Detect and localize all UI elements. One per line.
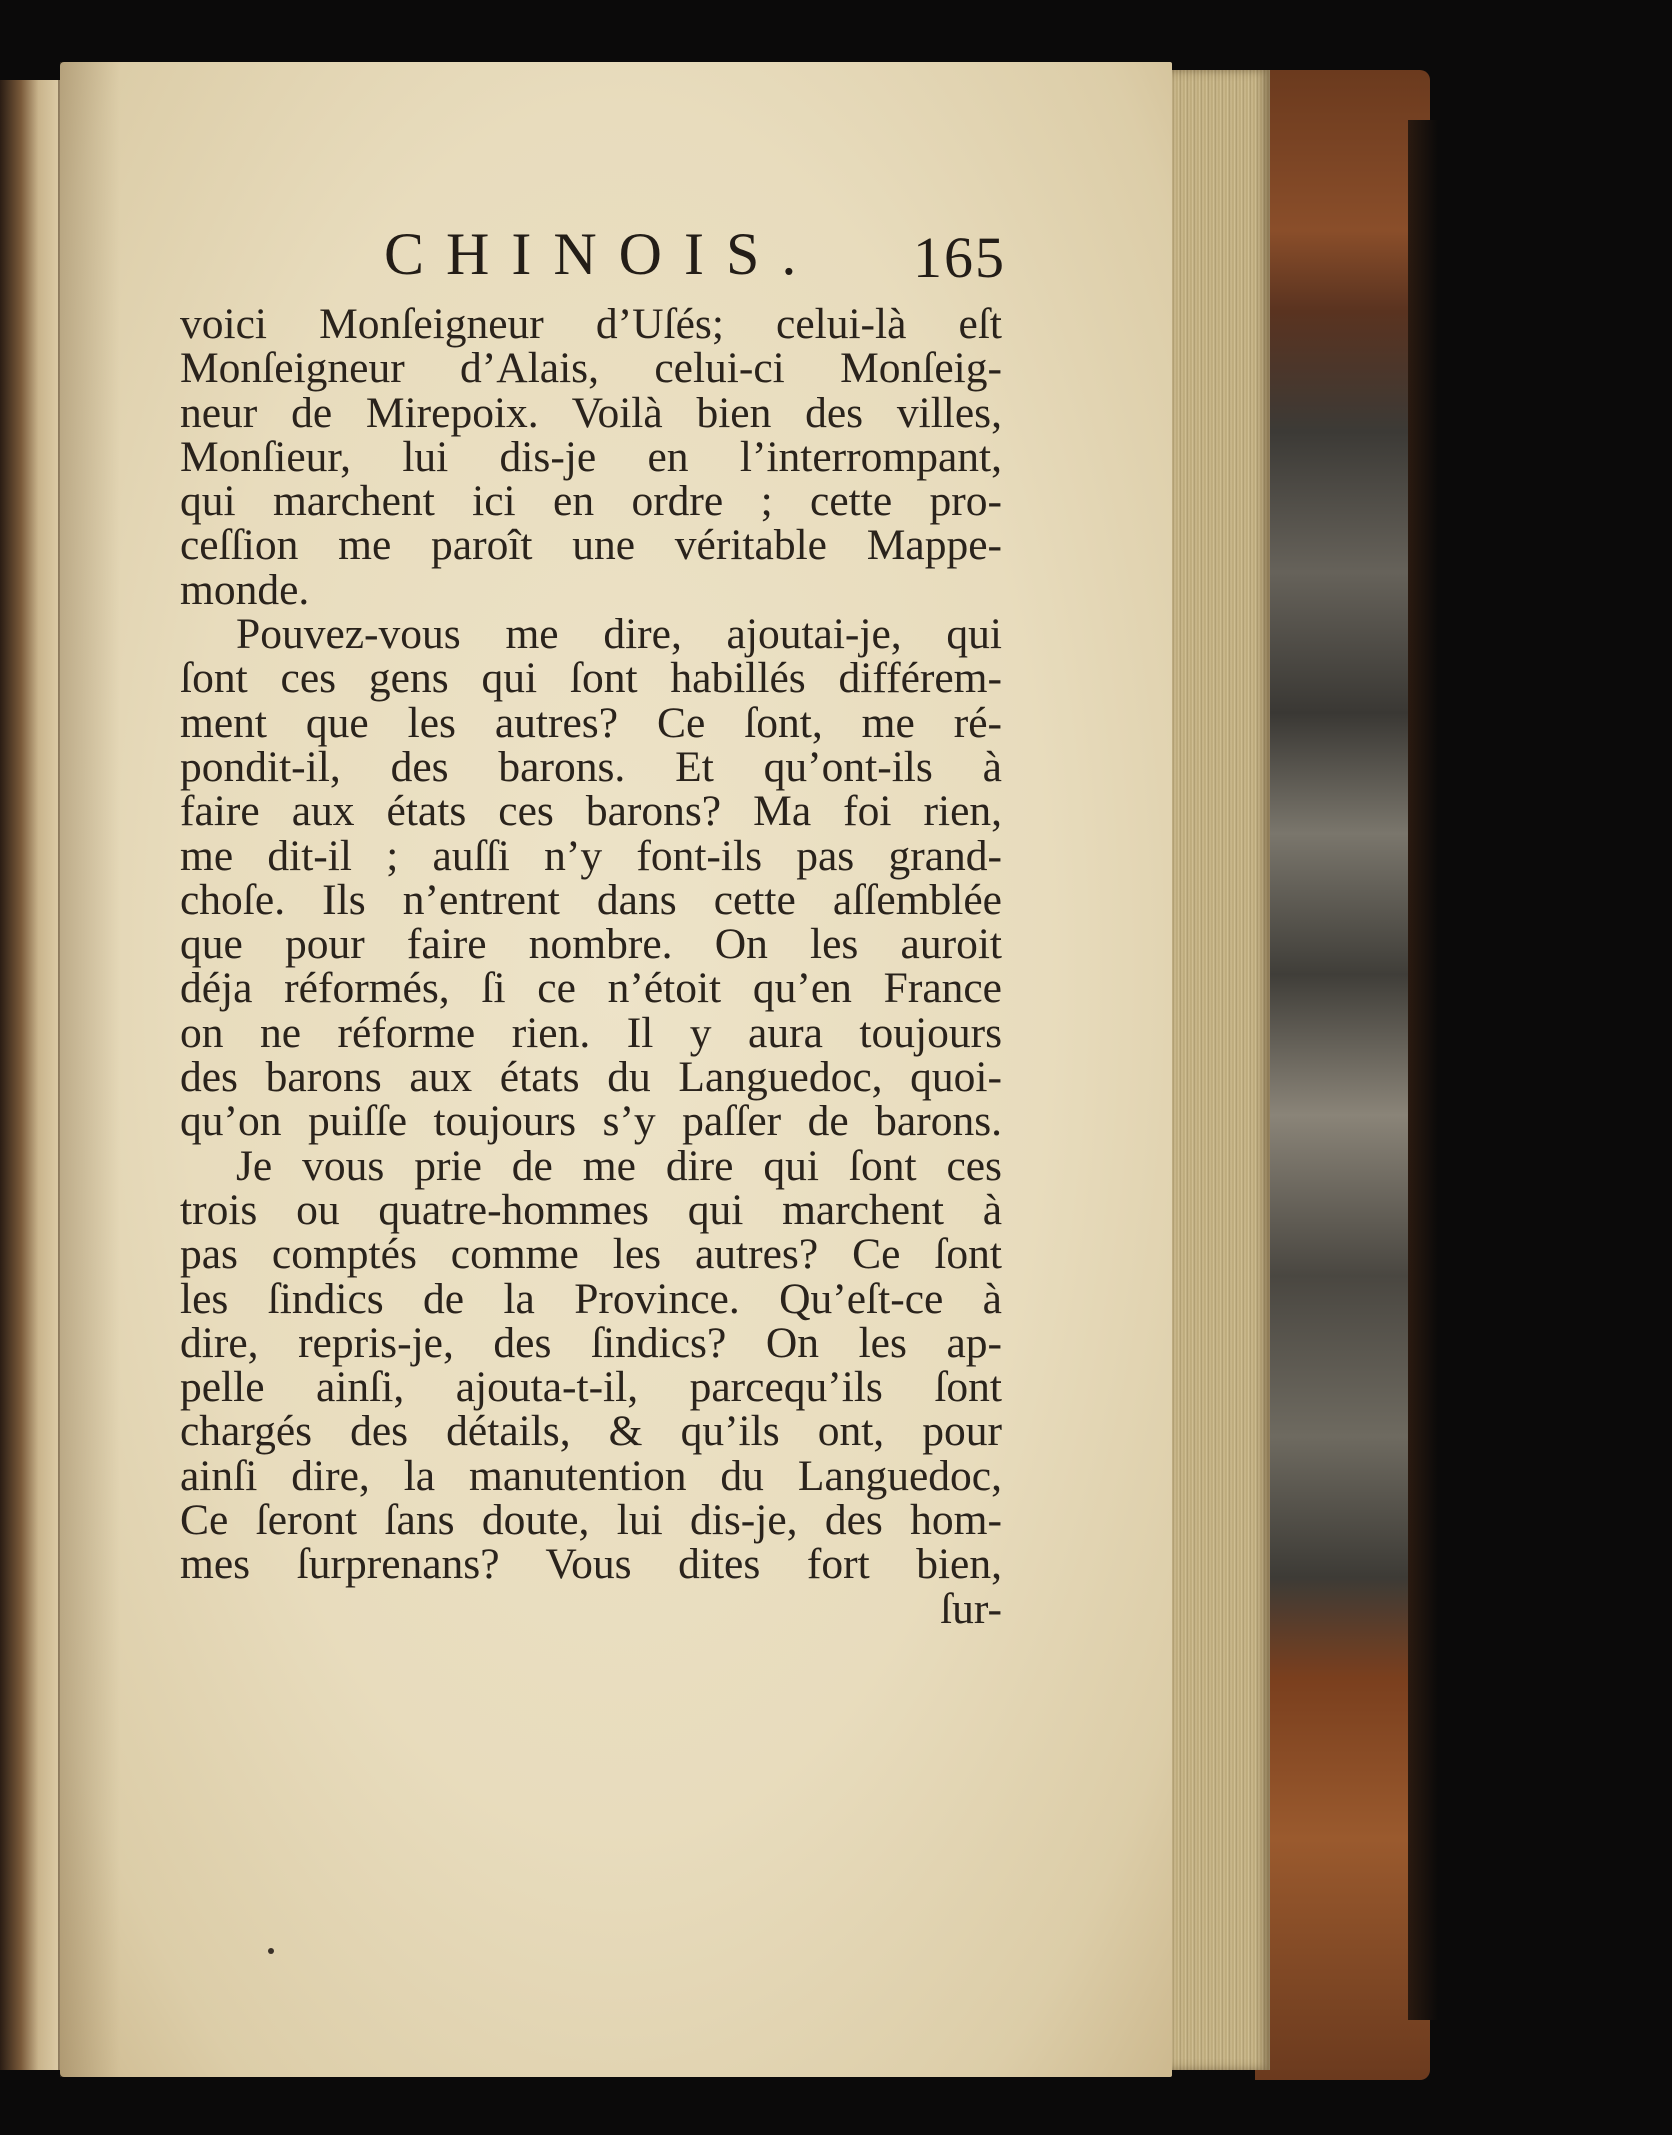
text-line: voici Monſeigneur d’Uſés; celui-là eſt [180, 300, 1002, 348]
text-line: mes ſurprenans? Vous dites fort bien, [180, 1540, 1002, 1589]
running-head: CHINOIS. [384, 221, 819, 287]
text-line: Monſieur, lui dis-je en l’interrompant, [180, 432, 1002, 481]
text-line: pas comptés comme les autres? Ce ſont [180, 1230, 1002, 1279]
text-line: Pouvez-vous me dire, ajoutai-je, qui [236, 610, 1002, 659]
ink-speck [268, 1948, 274, 1954]
text-line: chargés des détails, & qu’ils ont, pour [180, 1407, 1002, 1456]
text-line: ainſi dire, la manutention du Languedoc, [180, 1451, 1002, 1500]
text-line: trois ou quatre-hommes qui marchent à [180, 1185, 1002, 1234]
text-line: me dit-il ; auſſi n’y font-ils pas grand- [180, 831, 1002, 880]
text-line: ceſſion me paroît une véritable Mappe- [180, 521, 1002, 570]
text-line: ment que les autres? Ce ſont, me ré- [180, 698, 1002, 747]
text-line: Monſeigneur d’Alais, celui-ci Monſeig- [180, 344, 1002, 393]
text-line: dire, repris-je, des ſindics? On les ap- [180, 1318, 1002, 1367]
text-line: Ce ſeront ſans doute, lui dis-je, des hom- [180, 1496, 1002, 1545]
text-line: des barons aux états du Languedoc, quoi- [180, 1053, 1002, 1102]
text-line: les ſindics de la Province. Qu’eſt-ce à [180, 1274, 1002, 1323]
text-line: Je vous prie de me dire qui ſont ces [236, 1141, 1002, 1190]
body-text [180, 302, 1002, 1631]
text-line: monde. [180, 565, 310, 614]
book-cover [1255, 70, 1430, 2080]
page-number: 165 [913, 225, 1006, 290]
page-block-edges [1168, 70, 1270, 2070]
text-line: choſe. Ils n’entrent dans cette aſſemblée [180, 875, 1002, 924]
text-line: on ne réforme rien. Il y aura toujours [180, 1008, 1002, 1057]
page-gutter-shade [60, 62, 120, 2077]
text-line: faire aux états ces barons? Ma foi rien, [180, 787, 1002, 836]
text-line: que pour faire nombre. On les auroit [180, 920, 1002, 969]
text-line: déja réformés, ſi ce n’étoit qu’en France [180, 964, 1002, 1013]
catchword: ſur- [940, 1584, 1002, 1633]
text-line: ſont ces gens qui ſont habillés différem- [180, 654, 1002, 703]
cover-edge [1408, 120, 1438, 2020]
text-line: qu’on puiſſe toujours s’y paſſer de barons. [180, 1097, 1002, 1146]
text-line: pelle ainſi, ajouta-t-il, parcequ’ils ſont [180, 1363, 1002, 1412]
text-line: pondit-il, des barons. Et qu’ont-ils à [180, 742, 1002, 791]
text-line: neur de Mirepoix. Voilà bien des villes, [180, 388, 1002, 437]
page-header [176, 210, 1006, 310]
text-line: qui marchent ici en ordre ; cette pro- [180, 477, 1002, 526]
